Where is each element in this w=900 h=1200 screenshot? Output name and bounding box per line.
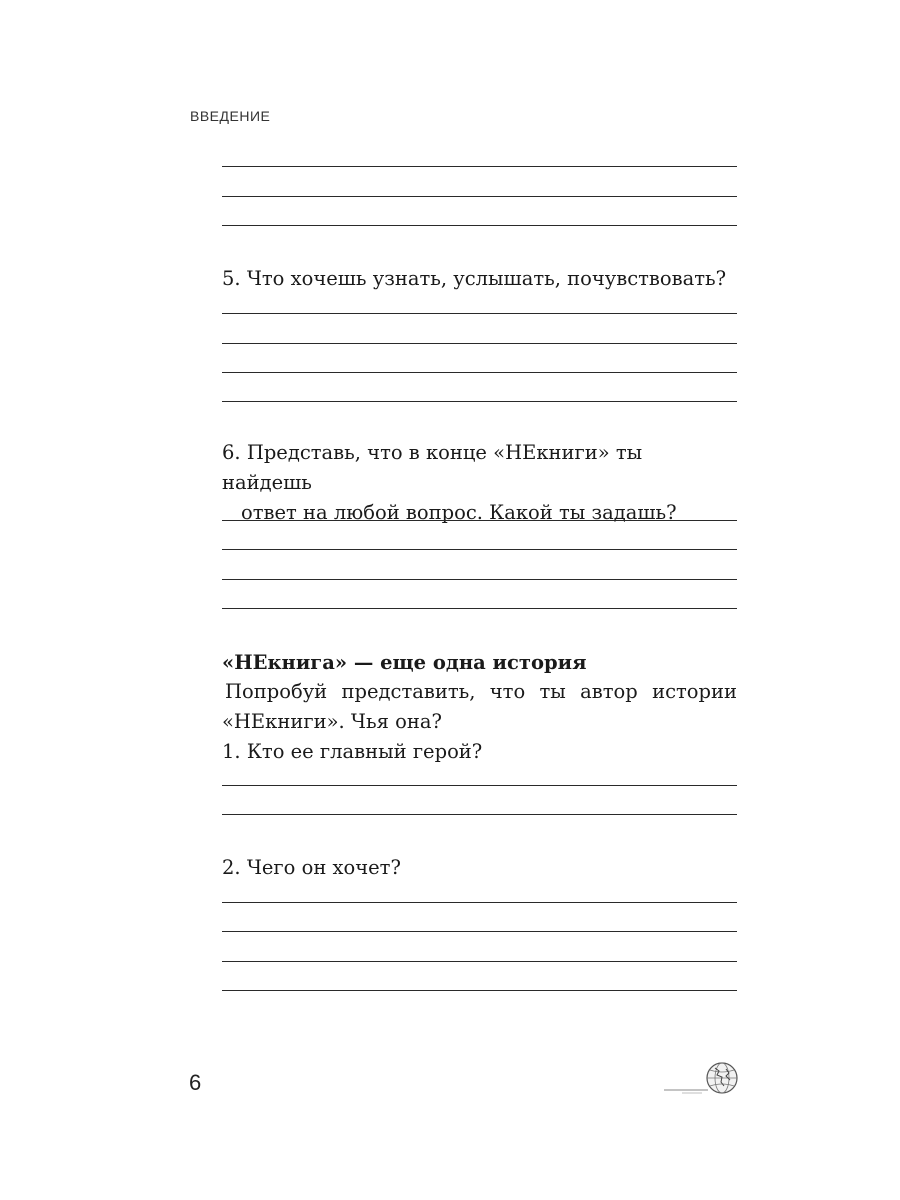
answer-line[interactable] <box>222 313 737 314</box>
question-number: 5. <box>222 267 241 290</box>
answer-line[interactable] <box>222 196 737 197</box>
question-text: Кто ее главный герой? <box>246 740 483 763</box>
question-text-line2: ответ на любой вопрос. Какой ты задашь? <box>241 501 677 524</box>
answer-line[interactable] <box>222 931 737 932</box>
answer-line[interactable] <box>222 343 737 344</box>
answer-line[interactable] <box>222 549 737 550</box>
answer-line[interactable] <box>222 961 737 962</box>
answer-line[interactable] <box>222 401 737 402</box>
answer-line[interactable] <box>222 814 737 815</box>
page-number: 6 <box>189 1070 202 1095</box>
globe-ornament-icon <box>662 1060 742 1100</box>
answer-line[interactable] <box>222 520 737 521</box>
question-6 <box>222 438 737 528</box>
question-text-line1: Представь, что в конце «НЕкниги» ты найдешь <box>222 441 643 494</box>
section-question-1 <box>222 737 737 767</box>
answer-line[interactable] <box>222 166 737 167</box>
answer-line[interactable] <box>222 225 737 226</box>
running-header: ВВЕДЕНИЕ <box>190 108 271 124</box>
answer-line[interactable] <box>222 608 737 609</box>
answer-line[interactable] <box>222 990 737 991</box>
question-number: 2. <box>222 856 241 879</box>
question-number: 1. <box>222 740 241 763</box>
answer-line[interactable] <box>222 579 737 580</box>
question-number: 6. <box>222 441 241 464</box>
question-text: Чего он хочет? <box>246 856 401 879</box>
section-intro: Попробуй представить, что ты автор истории «НЕкниги». Чья она? <box>222 680 737 733</box>
question-text: Что хочешь узнать, услышать, почувствовать? <box>246 267 727 290</box>
answer-line[interactable] <box>222 372 737 373</box>
question-5 <box>222 264 737 294</box>
section-title: «НЕкнига» — еще одна история <box>222 651 587 674</box>
answer-line[interactable] <box>222 785 737 786</box>
answer-line[interactable] <box>222 902 737 903</box>
section-question-2 <box>222 853 737 883</box>
